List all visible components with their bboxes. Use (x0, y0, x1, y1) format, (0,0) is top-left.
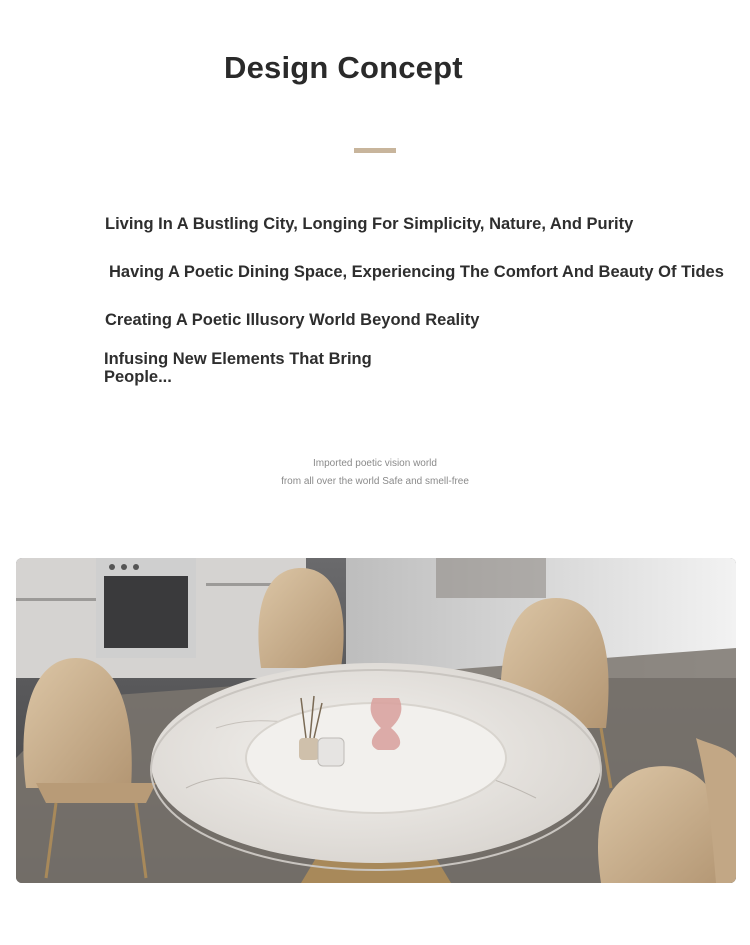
cabinet-handle (16, 598, 96, 601)
dining-scene-illustration (16, 558, 736, 883)
concept-line-1: Living In A Bustling City, Longing For Simplicity, Nature, And Purity (105, 215, 634, 233)
title-divider (354, 148, 396, 153)
page-title: Design Concept (224, 50, 463, 85)
oven-knob (109, 564, 115, 570)
concept-line-4: Infusing New Elements That Bring People... (104, 350, 372, 386)
oven-knob (121, 564, 127, 570)
concept-line-2: Having A Poetic Dining Space, Experiencing The Comfort And Beauty Of Tides (109, 263, 724, 281)
reed-diffuser-bottle (299, 738, 319, 760)
curtain (436, 558, 546, 598)
oven-knob (133, 564, 139, 570)
concept-line-3: Creating A Poetic Illusory World Beyond Reality (105, 311, 480, 329)
oven-door (104, 576, 188, 648)
glass-candle (318, 738, 344, 766)
caption-line-1: Imported poetic vision world (313, 458, 437, 469)
chair-left-seat (36, 783, 156, 803)
dining-room-photo (16, 558, 736, 883)
chair-back-center (258, 568, 343, 668)
caption-line-2: from all over the world Safe and smell-free (281, 476, 469, 487)
